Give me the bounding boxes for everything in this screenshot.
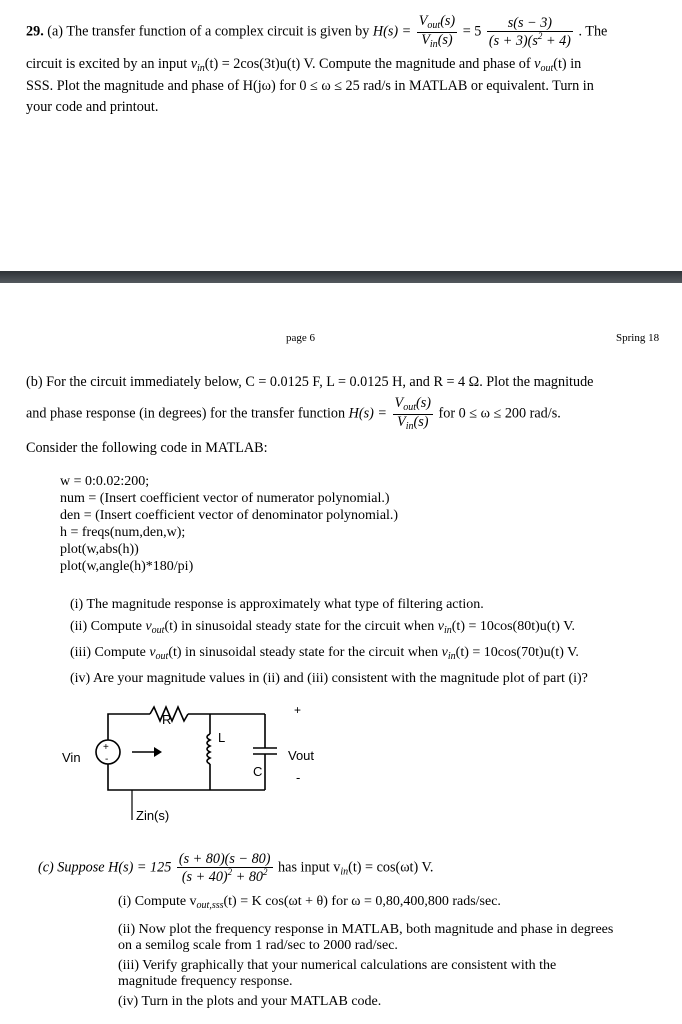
c-question-iv: (iv) Turn in the plots and your MATLAB code.	[118, 993, 382, 1009]
page-divider	[0, 271, 682, 283]
part-c-questions	[118, 894, 613, 1010]
c-question-i	[118, 894, 613, 915]
c-question-iii-2: magnitude frequency response.	[118, 974, 293, 989]
page-number: page 6	[286, 332, 316, 344]
part-c-line1	[38, 852, 433, 885]
iii-a: (iii) Compute	[70, 645, 146, 660]
inductor	[207, 734, 210, 764]
tf-den-a: (s + 3)(s	[488, 32, 538, 49]
line2-a: circuit is excited by an input	[26, 56, 188, 72]
question-ii: (ii) Compute $v_{out}(t)$ in sinusoidal steady state for the circuit when $v_{in}(t) = 10\cos(80t)u(t)$ V.	[70, 619, 576, 636]
wire-top-left	[108, 714, 150, 740]
question-iv: (iv) Are your magnitude values in (ii) and (iii) consistent with the magnitude plot of part (i)?	[70, 671, 588, 686]
c-fraction	[177, 852, 273, 885]
wire-bottom	[108, 764, 265, 790]
c-i-sub: out,sss	[196, 900, 224, 911]
transfer-function-fraction	[487, 16, 573, 49]
code-line: h = freqs(num,den,w);	[60, 525, 186, 540]
vout-label: Vout	[288, 748, 315, 763]
q29-line4: your code and printout.	[26, 99, 159, 115]
line2-c: (t) in	[553, 56, 582, 72]
zin-label: Zin(s)	[136, 808, 170, 823]
iii-b: (t) in sinusoidal steady state for the circuit when	[168, 645, 439, 660]
c-question-ii-2: on a semilog scale from 1 rad/sec to 2000 rad/sec.	[118, 938, 398, 953]
b-vout-sub: out	[403, 402, 416, 413]
part-b-line1: (b) For the circuit immediately below, C = 0.0125 F, L = 0.0125 H, and R = 4 Ω. Plot the magnitude	[26, 374, 594, 390]
c-denominator	[177, 868, 273, 885]
zin-arrow-head	[154, 747, 162, 757]
c-den-b: + 80	[232, 868, 264, 885]
c-in-sub: in	[340, 866, 349, 878]
b-h-of-s: H(s) =	[348, 405, 387, 422]
equals-five: = 5	[462, 23, 482, 40]
s-arg-num: (s)	[440, 13, 456, 29]
line2-v: v	[190, 56, 197, 72]
code-line: num = (Insert coefficient vector of numerator polynomial.)	[60, 491, 390, 506]
code-line: w = 0:0.02:200;	[60, 474, 150, 489]
tf-numerator: s(s − 3)	[487, 16, 573, 32]
tf-denominator	[487, 32, 573, 49]
c-i-a: (i) Compute v	[118, 894, 197, 909]
rlc-circuit-diagram	[50, 690, 350, 840]
ii-b: (t) in sinusoidal steady state for the circuit when	[164, 619, 435, 634]
c-i-b: (t) = K cos(ωt + θ) for ω = 0,80,400,800 rads/sec.	[223, 894, 501, 909]
c-den-sup1: 2	[227, 866, 233, 877]
part-a-label: (a)	[47, 23, 64, 40]
part-b-questions	[70, 594, 588, 690]
ii-c: (t) = 10cos(80t)u(t) V.	[451, 619, 576, 634]
line2-b: (t) = 2cos(3t)u(t) V. Compute the magnitude and phase of	[204, 56, 531, 72]
c-input-eq: (t) = cos(ωt) V.	[348, 859, 434, 876]
b-line2-b: for 0 ≤ ω ≤ 200 rad/s.	[438, 405, 561, 422]
line2-vsub: in	[197, 63, 205, 74]
the-word: . The	[578, 23, 608, 40]
code-line: plot(w,angle(h)*180/pi)	[60, 559, 194, 574]
capacitor	[253, 748, 277, 754]
ii-a: (ii) Compute	[70, 619, 142, 634]
question-i: (i) The magnitude response is approximately what type of filtering action.	[70, 597, 484, 612]
tf-den-sup: 2	[537, 30, 543, 41]
vin-subscript: in	[429, 38, 438, 50]
code-line: den = (Insert coefficient vector of denominator polynomial.)	[60, 508, 399, 523]
vout-plus: +	[294, 703, 302, 717]
vout-vin-fraction	[417, 14, 457, 50]
b-vin-symbol: V	[397, 413, 406, 430]
b-s-den: (s)	[413, 413, 429, 430]
b-vin-sub: in	[405, 420, 414, 432]
source-plus: +	[103, 742, 109, 753]
c-numerator: (s + 80)(s − 80)	[178, 851, 271, 867]
c-has-input: has input v	[278, 859, 341, 876]
c-den-a: (s + 40)	[181, 868, 228, 885]
l-label: L	[218, 730, 226, 745]
b-line2-a: and phase response (in degrees) for the transfer function	[26, 405, 346, 422]
term-label: Spring 18	[616, 332, 660, 344]
vout-symbol: V	[418, 13, 428, 29]
q29-line2	[26, 56, 581, 74]
part-b-line2	[26, 396, 561, 432]
vout-subscript: out	[427, 20, 441, 31]
b-vout-vin-fraction	[393, 396, 433, 432]
h-of-s: H(s) =	[372, 23, 412, 40]
s-arg-den: (s)	[437, 31, 453, 48]
q29-line1	[26, 14, 607, 50]
question-iii: (iii) Compute $v_{out}(t)$ in sinusoidal steady state for the circuit when $v_{in}(t) = 10\cos(70t)u(t)$ V.	[70, 645, 579, 662]
q29-line3: SSS. Plot the magnitude and phase of H(jω) for 0 ≤ ω ≤ 25 rad/s in MATLAB or equivalent. Turn in	[26, 78, 594, 94]
line2-v2sub: out	[540, 63, 554, 74]
b-s-num: (s)	[416, 395, 431, 411]
part-b-line3: Consider the following code in MATLAB:	[26, 440, 268, 456]
c-question-ii-1: (ii) Now plot the frequency response in MATLAB, both magnitude and phase in degrees	[118, 921, 614, 937]
problem-number: 29.	[26, 23, 44, 40]
tf-den-b: + 4)	[542, 32, 571, 49]
q29-intro: The transfer function of a complex circuit is given by	[66, 23, 370, 40]
r-label: R	[162, 712, 172, 727]
c-suppose: (c) Suppose H(s) = 125	[38, 859, 172, 876]
line2-v2: v	[534, 56, 541, 72]
source-minus: -	[105, 754, 109, 765]
c-question-iii-1: (iii) Verify graphically that your numerical calculations are consistent with the	[118, 957, 557, 973]
code-line: plot(w,abs(h))	[60, 542, 139, 557]
matlab-code-block	[60, 473, 398, 575]
c-label: C	[253, 764, 263, 779]
vin-label: Vin	[62, 750, 81, 765]
c-den-sup2: 2	[263, 866, 268, 877]
b-vout-symbol: V	[394, 395, 404, 411]
vout-minus: -	[296, 770, 301, 785]
iii-c: (t) = 10cos(70t)u(t) V.	[455, 645, 579, 660]
vin-symbol: V	[421, 31, 430, 48]
